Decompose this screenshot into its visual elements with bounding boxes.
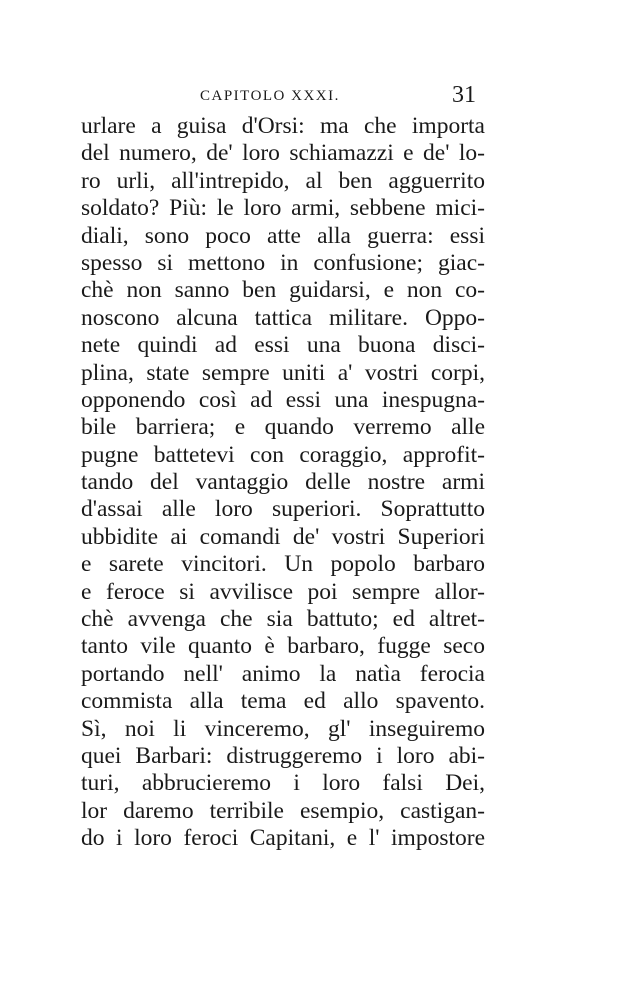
text-line: Sì, noi li vinceremo, gl' inseguiremo [81,715,485,742]
text-line: opponendo così ad essi una inespugna- [81,386,485,413]
text-line: diali, sono poco atte alla guerra: essi [81,222,485,249]
text-line: chè non sanno ben guidarsi, e non co- [81,277,485,304]
text-line: e feroce si avvilisce poi sempre allor- [81,578,485,605]
text-line: del numero, de' loro schiamazzi e de' lo- [81,140,485,167]
text-line: bile barriera; e quando verremo alle [81,414,485,441]
text-line: quei Barbari: distruggeremo i loro abi- [81,742,485,769]
text-line: plina, state sempre uniti a' vostri corpi, [81,359,485,386]
running-head: CAPITOLO XXXI. [200,88,340,104]
page-number: 31 [452,82,476,108]
text-line: nete quindi ad essi una buona disci- [81,332,485,359]
text-line: lor daremo terribile esempio, castigan- [81,797,485,824]
text-line: noscono alcuna tattica militare. Oppo- [81,304,485,331]
text-line: pugne battetevi con coraggio, approfit- [81,441,485,468]
text-line: commista alla tema ed allo spavento. [81,688,485,715]
text-line: do i loro feroci Capitani, e l' impostore [81,825,485,852]
text-line: e sarete vincitori. Un popolo barbaro [81,551,485,578]
text-line: urlare a guisa d'Orsi: ma che importa [81,113,485,139]
text-line: ro urli, all'intrepido, al ben agguerrito [81,167,485,194]
text-line: ubbidite ai comandi de' vostri Superiori [81,523,485,550]
text-line: spesso si mettono in confusione; giac- [81,249,485,276]
text-line: chè avvenga che sia battuto; ed altret- [81,606,485,633]
text-line: portando nell' animo la natìa ferocia [81,660,485,687]
text-line: turi, abbrucieremo i loro falsi Dei, [81,770,485,797]
text-line: soldato? Più: le loro armi, sebbene mici- [81,195,485,222]
text-line: tando del vantaggio delle nostre armi [81,469,485,496]
body-text [81,113,485,853]
text-line: d'assai alle loro superiori. Soprattutto [81,496,485,523]
text-line: tanto vile quanto è barbaro, fugge seco [81,633,485,660]
